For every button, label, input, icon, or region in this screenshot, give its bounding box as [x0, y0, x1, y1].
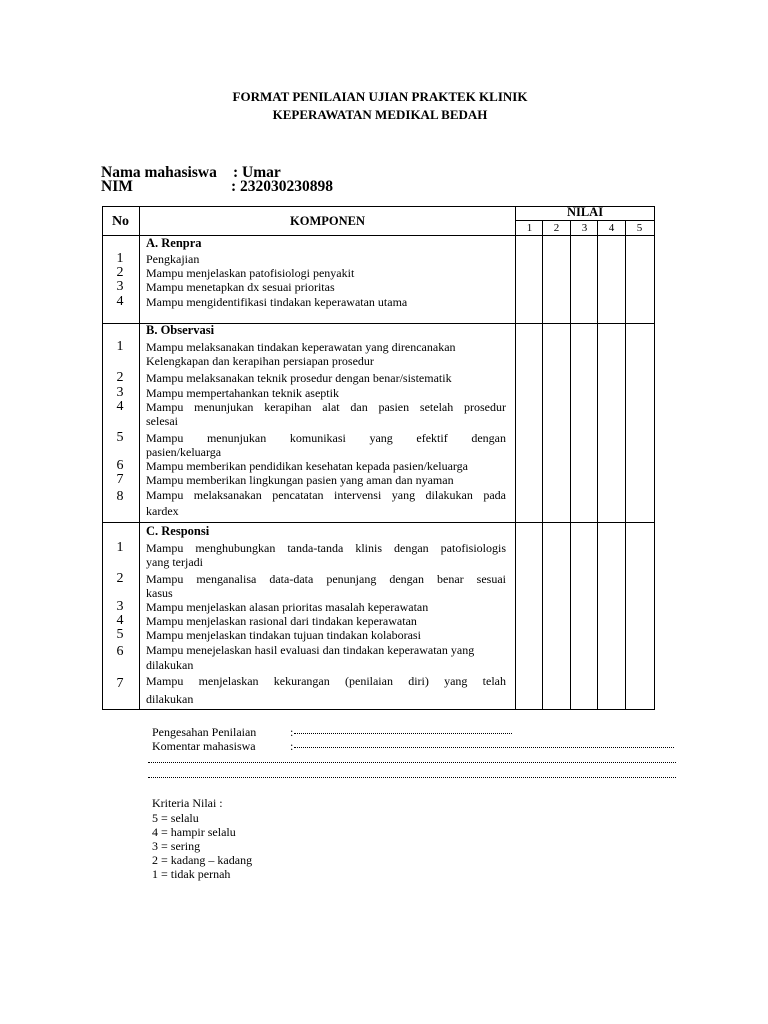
pengesahan-colon: :: [290, 725, 294, 739]
row-number: 5: [116, 430, 124, 445]
document-title-line1: FORMAT PENILAIAN UJIAN PRAKTEK KLINIK: [232, 89, 528, 104]
score-header-3: 3: [581, 222, 588, 234]
row-text: pasien/keluarga: [146, 445, 222, 459]
row-text: Mampu menejelaskan hasil evaluasi dan tindakan keperawatan yang: [146, 643, 475, 657]
student-nim-value: : 232030230898: [231, 178, 334, 195]
row-text: Mampu menjelaskan patofisiologi penyakit: [146, 266, 355, 280]
row-number: 6: [116, 458, 124, 473]
student-nim-label: NIM: [101, 178, 133, 195]
kriteria-item: 2 = kadang – kadang: [152, 853, 253, 867]
row-text: Kelengkapan dan kerapihan persiapan prosedur: [146, 354, 374, 368]
score-header-2: 2: [553, 222, 560, 234]
komentar-colon: :: [290, 739, 294, 753]
column-header-nilai: NILAI: [566, 205, 604, 219]
row-number: 2: [116, 571, 124, 586]
row-text: Mampu memberikan pendidikan kesehatan kepada pasien/keluarga: [146, 459, 468, 473]
column-header-komponen: KOMPONEN: [290, 214, 365, 228]
score-header-4: 4: [608, 222, 615, 234]
komentar-field-line-2[interactable]: [148, 762, 676, 763]
row-text: kardex: [146, 504, 179, 518]
row-text: Mampu mengidentifikasi tindakan keperawatan utama: [146, 295, 408, 309]
row-number: 6: [116, 644, 124, 659]
row-text: Mampu memberikan lingkungan pasien yang aman dan nyaman: [146, 473, 454, 487]
row-text: Mampu menjelaskan kekurangan (penilaian diri) yang telah: [146, 674, 506, 688]
score-header-5: 5: [636, 222, 643, 234]
pengesahan-label: Pengesahan Penilaian: [152, 725, 257, 739]
row-text: dilakukan: [146, 692, 194, 706]
row-text: Mampu menunjukan kerapihan alat dan pasien setelah prosedur: [146, 400, 506, 414]
row-text: Mampu menjelaskan rasional dari tindakan keperawatan: [146, 614, 417, 628]
section-heading-responsi: C. Responsi: [146, 524, 210, 538]
row-number: 4: [116, 294, 124, 309]
row-number: 1: [116, 339, 124, 354]
row-text: Mampu melaksanakan tindakan keperawatan yang direncanakan: [146, 340, 456, 354]
row-number: 7: [116, 472, 124, 487]
row-text: Mampu menganalisa data-data penunjang dengan benar sesuai: [146, 572, 506, 586]
row-number: 2: [116, 265, 124, 280]
komentar-field-line-3[interactable]: [148, 777, 676, 778]
row-text: Mampu melaksanakan pencatatan intervensi yang dilakukan pada: [146, 488, 506, 502]
row-number: 4: [116, 613, 124, 628]
row-text: dilakukan: [146, 658, 194, 672]
score-header-1: 1: [526, 222, 533, 234]
row-text: yang terjadi: [146, 555, 203, 569]
kriteria-item: 4 = hampir selalu: [152, 825, 236, 839]
row-number: 2: [116, 370, 124, 385]
row-text: Mampu mempertahankan teknik aseptik: [146, 386, 339, 400]
kriteria-item: 5 = selalu: [152, 811, 199, 825]
row-text: Mampu menghubungkan tanda-tanda klinis dengan patofisiologis: [146, 541, 506, 555]
row-number: 4: [116, 399, 124, 414]
row-number: 3: [116, 385, 124, 400]
row-number: 5: [116, 627, 124, 642]
row-text: Pengkajian: [146, 252, 200, 266]
column-header-no: No: [111, 214, 130, 229]
row-number: 7: [116, 676, 124, 691]
student-name-value: : Umar: [233, 164, 281, 181]
row-text: selesai: [146, 414, 178, 428]
row-text: Mampu menjelaskan tindakan tujuan tindakan kolaborasi: [146, 628, 421, 642]
kriteria-title: Kriteria Nilai :: [152, 796, 223, 810]
student-name-label: Nama mahasiswa: [101, 164, 217, 181]
document-title-line2: KEPERAWATAN MEDIKAL BEDAH: [272, 107, 488, 122]
row-text: Mampu menjelaskan alasan prioritas masalah keperawatan: [146, 600, 429, 614]
row-number: 1: [116, 540, 124, 555]
row-text: kasus: [146, 586, 173, 600]
row-number: 8: [116, 489, 124, 504]
komentar-label: Komentar mahasiswa: [152, 739, 256, 753]
komentar-field[interactable]: [294, 747, 674, 748]
row-text: Mampu melaksanakan teknik prosedur dengan benar/sistematik: [146, 371, 452, 385]
kriteria-item: 3 = sering: [152, 839, 201, 853]
row-text: Mampu menunjukan komunikasi yang efektif dengan: [146, 431, 506, 445]
section-heading-observasi: B. Observasi: [146, 323, 215, 337]
row-number: 1: [116, 251, 124, 266]
row-number: 3: [116, 599, 124, 614]
section-heading-renpra: A. Renpra: [146, 236, 202, 250]
row-number: 3: [116, 279, 124, 294]
row-text: Mampu menetapkan dx sesuai prioritas: [146, 280, 335, 294]
kriteria-item: 1 = tidak pernah: [152, 867, 231, 881]
pengesahan-field[interactable]: [294, 733, 512, 734]
